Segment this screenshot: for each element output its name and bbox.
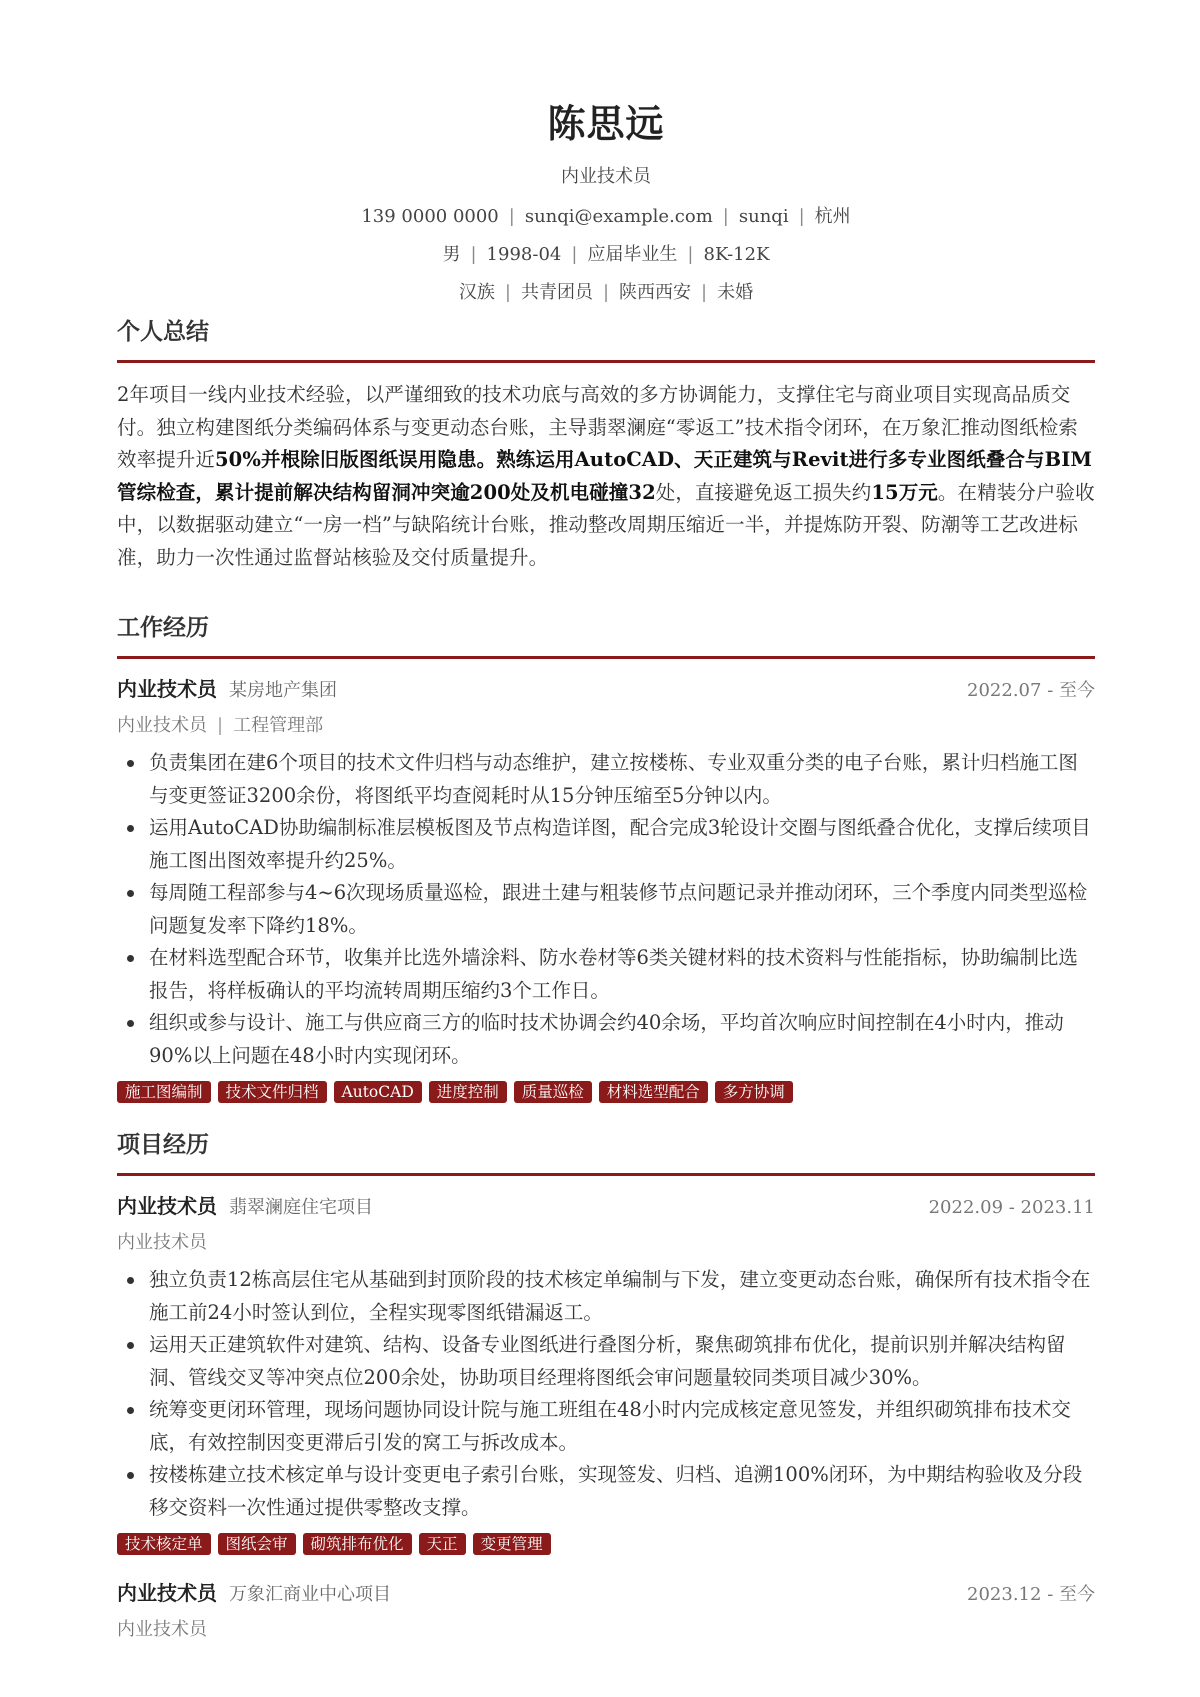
entry-header (117, 1192, 1095, 1222)
skill-tags (117, 1081, 1095, 1103)
hometown: 陕西西安 (619, 282, 692, 303)
marital-status: 未婚 (717, 282, 754, 303)
entry-company: 某房地产集团 (229, 680, 337, 701)
entry-date: 2022.07 - 至今 (967, 680, 1095, 701)
project-entry (117, 1192, 1095, 1555)
contact-line: 139 0000 0000 | sunqi@example.com | sunqi | 杭州 (361, 206, 851, 227)
resume-page (117, 0, 1095, 1643)
skill-tag: 进度控制 (429, 1081, 507, 1103)
skill-tags (117, 1533, 1095, 1555)
entry-bullets (117, 1264, 1095, 1524)
list-item: 独立负责12栋高层住宅从基础到封顶阶段的技术核定单编制与下发，建立变更动态台账，确保所有技术指令在施工前24小时签认到位，全程实现零图纸错漏返工。 (117, 1264, 1095, 1329)
skill-tag: AutoCAD (334, 1081, 422, 1103)
summary-highlight: 50%并根除旧版图纸误用隐患。熟练运用AutoCAD、天正建筑与Revit进行多专业图纸叠合与BIM管综检查，累计提前解决结构留洞冲突逾200处及机电碰撞32 (117, 448, 1093, 504)
entry-project: 翡翠澜庭住宅项目 (229, 1197, 373, 1218)
list-item: 统筹变更闭环管理，现场问题协同设计院与施工班组在48小时内完成核定意见签发，并组织砌筑排布技术交底，有效控制因变更滞后引发的窝工与拆改成本。 (117, 1394, 1095, 1459)
skill-tag: 天正 (419, 1533, 466, 1555)
skill-tag: 图纸会审 (218, 1533, 296, 1555)
entry-role: 内业技术员 (117, 677, 217, 701)
email: sunqi@example.com (524, 206, 713, 227)
summary-text (117, 379, 1095, 574)
skill-tag: 技术文件归档 (218, 1081, 327, 1103)
entry-subtitle: 内业技术员 | 工程管理部 (117, 715, 324, 736)
section-title-work: 工作经历 (117, 612, 1095, 659)
list-item: 组织或参与设计、施工与供应商三方的临时技术协调会约40余场，平均首次响应时间控制在4小时内，推动90%以上问题在48小时内实现闭环。 (117, 1007, 1095, 1072)
status: 应届毕业生 (587, 244, 678, 265)
birth-date: 1998-04 (486, 244, 562, 265)
ethnicity: 汉族 (458, 282, 495, 303)
list-item: 按楼栋建立技术核定单与设计变更电子索引台账，实现签发、归档、追溯100%闭环，为中期结构验收及分段移交资料一次性通过提供零整改支撑。 (117, 1459, 1095, 1524)
candidate-name: 陈思远 (547, 101, 665, 146)
skill-tag: 施工图编制 (117, 1081, 211, 1103)
resume-header (117, 0, 1095, 306)
list-item: 运用AutoCAD协助编制标准层模板图及节点构造详图，配合完成3轮设计交圈与图纸叠合优化，支撑后续项目施工图出图效率提升约25%。 (117, 812, 1095, 877)
summary-part: 。在精装分户验收中，以数据驱动建立“一房一档”与缺陷统计台账，推动整改周期压缩近一半，并提炼防开裂、防潮等工艺改进标准，助力一次性通过监督站核验及交付质量提升。 (117, 480, 1095, 569)
skill-tag: 材料选型配合 (599, 1081, 708, 1103)
entry-position: 内业技术员 (117, 715, 207, 736)
gender: 男 (442, 244, 461, 265)
section-title-summary: 个人总结 (117, 316, 1095, 363)
project-entry (117, 1579, 1095, 1643)
summary-highlight: 15万元 (871, 480, 938, 504)
entry-role: 内业技术员 (117, 1581, 217, 1605)
personal-line: 汉族 | 共青团员 | 陕西西安 | 未婚 (458, 282, 754, 303)
summary-part: 2年项目一线内业技术经验，以严谨细致的技术功底与高效的多方协调能力，支撑住宅与商业项目实现高品质交付。独立构建图纸分类编码体系与变更动态台账，主导翡翠澜庭“零返工”技术指令闭环，在万象汇推动图纸检索效率提升近 (117, 383, 1078, 471)
list-item: 在材料选型配合环节，收集并比选外墙涂料、防水卷材等6类关键材料的技术资料与性能指标，协助编制比选报告，将样板确认的平均流转周期压缩约3个工作日。 (117, 942, 1095, 1007)
entry-role: 内业技术员 (117, 1194, 217, 1218)
list-item: 运用天正建筑软件对建筑、结构、设备专业图纸进行叠图分析，聚焦砌筑排布优化，提前识别并解决结构留洞、管线交叉等冲突点位200余处，协助项目经理将图纸会审问题量较同类项目减少30%。 (117, 1329, 1095, 1394)
salary: 8K-12K (703, 244, 770, 265)
entry-subtitle: 内业技术员 (117, 1619, 207, 1640)
skill-tag: 质量巡检 (514, 1081, 592, 1103)
entry-subtitle: 内业技术员 (117, 1232, 207, 1253)
entry-header (117, 675, 1095, 705)
phone: 139 0000 0000 (361, 206, 499, 227)
work-entry (117, 675, 1095, 1103)
entry-project: 万象汇商业中心项目 (229, 1584, 391, 1605)
wechat: sunqi (738, 206, 789, 227)
political-status: 共青团员 (520, 282, 593, 303)
work-section (117, 612, 1095, 1103)
section-title-projects: 项目经历 (117, 1129, 1095, 1176)
entry-date: 2023.12 - 至今 (967, 1584, 1095, 1605)
basics-line: 男 | 1998-04 | 应届毕业生 | 8K-12K (442, 244, 770, 265)
candidate-title: 内业技术员 (561, 166, 651, 187)
entry-header (117, 1579, 1095, 1609)
skill-tag: 变更管理 (473, 1533, 551, 1555)
skill-tag: 技术核定单 (117, 1533, 211, 1555)
skill-tag: 多方协调 (715, 1081, 793, 1103)
projects-section (117, 1129, 1095, 1643)
skill-tag: 砌筑排布优化 (303, 1533, 412, 1555)
summary-part: 处，直接避免返工损失约 (655, 480, 872, 504)
entry-department: 工程管理部 (233, 715, 324, 736)
entry-bullets (117, 747, 1095, 1072)
entry-date: 2022.09 - 2023.11 (928, 1197, 1095, 1218)
summary-section (117, 316, 1095, 574)
city: 杭州 (814, 206, 851, 227)
list-item: 每周随工程部参与4~6次现场质量巡检，跟进土建与粗装修节点问题记录并推动闭环，三个季度内同类型巡检问题复发率下降约18%。 (117, 877, 1095, 942)
list-item: 负责集团在建6个项目的技术文件归档与动态维护，建立按楼栋、专业双重分类的电子台账，累计归档施工图与变更签证3200余份，将图纸平均查阅耗时从15分钟压缩至5分钟以内。 (117, 747, 1095, 812)
